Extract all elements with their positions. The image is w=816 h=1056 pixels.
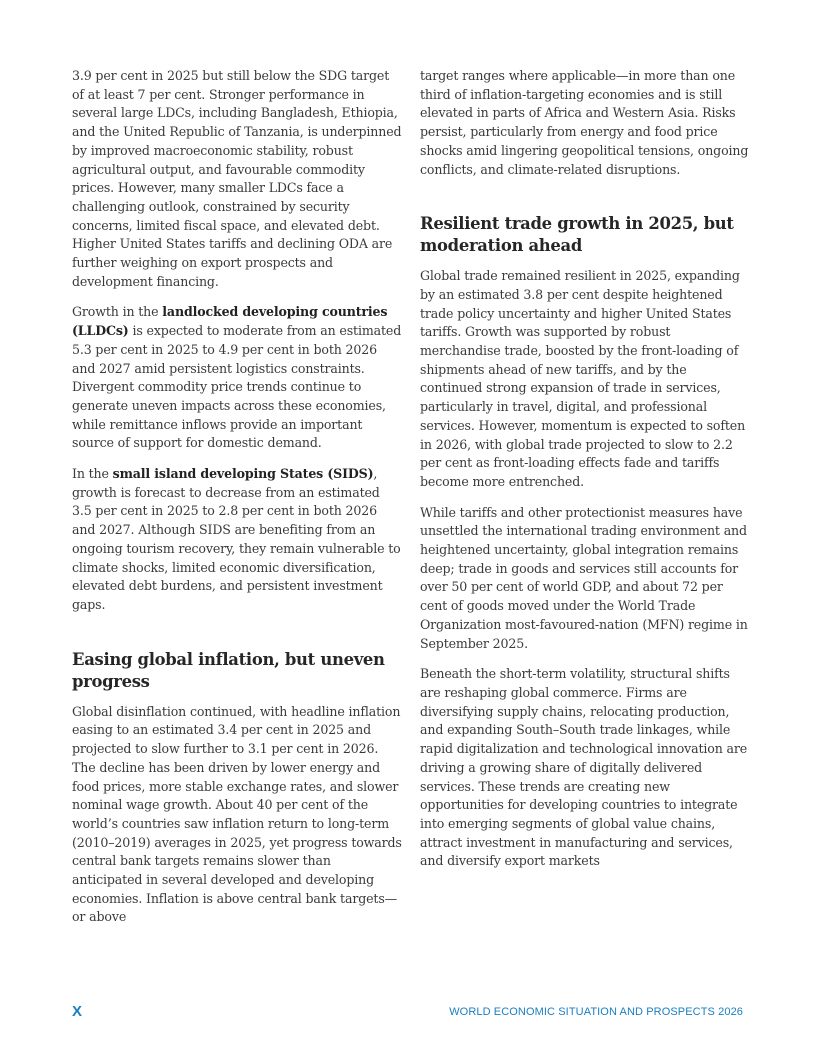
structural-shifts-paragraph: Beneath the short-term volatility, structural shifts are reshaping global commerce. Firms are diversifying supply chains, relocating production, and expanding South–South trade linkages, while rapid digitalization and technological innovation are driving a growing share of digitally delivered services. These trends are creating new opportunities for developing countries to integrate into emerging segments of global value chains, attract investment in manufacturing and services, and diversify export markets <box>420 666 748 869</box>
left-column <box>72 67 402 939</box>
lldc-suffix: is expected to moderate from an estimated 5.3 per cent in 2025 to 4.9 per cent in both 2026 and 2027 amid persistent logistics constraints. Divergent commodity price trends continue to generate uneven impacts across these economies, while remittance inflows provide an important source of support for domestic demand. <box>72 323 402 451</box>
sids-prefix: In the <box>72 466 113 482</box>
trade-integration-paragraph: While tariffs and other protectionist measures have unsettled the international trading environment and heightened uncertainty, global integration remains deep; trade in goods and services still accounts for over 50 per cent of world GDP, and about 72 per cent of goods moved under the World Trade Organization most-favoured-nation (MFN) regime in September 2025. <box>420 504 748 651</box>
inflation-continued-paragraph: target ranges where applicable—in more than one third of inflation-targeting economies and is still elevated in parts of Africa and Western Asia. Risks persist, particularly from energy and food price shocks amid lingering geopolitical tensions, ongoing conflicts, and climate-related disruptions. <box>420 68 749 177</box>
lldc-prefix: Growth in the <box>72 304 163 320</box>
lldc-bold-term: landlocked developing countries (LLDCs) <box>72 304 388 339</box>
publication-title: WORLD ECONOMIC SITUATION AND PROSPECTS 2026 <box>449 1006 743 1018</box>
ldc-paragraph: 3.9 per cent in 2025 but still below the SDG target of at least 7 per cent. Stronger performance in several large LDCs, including Bangladesh, Ethiopia, and the United Republic of Tanzania, is underpinned by improved macroeconomic stability, robust agricultural output, and favourable commodity prices. However, many smaller LDCs face a challenging outlook, constrained by security concerns, limited fiscal space, and elevated debt. Higher United States tariffs and declining ODA are further weighing on export prospects and development financing. <box>72 68 402 289</box>
sids-paragraph <box>72 465 402 615</box>
inflation-paragraph: Global disinflation continued, with headline inflation easing to an estimated 3.4 per cent in 2025 and projected to slow further to 3.1 per cent in 2026. The decline has been driven by lower energy and food prices, more stable exchange rates, and slower nominal wage growth. About 40 per cent of the world’s countries saw inflation return to long-term (2010–2019) averages in 2025, yet progress towards central bank targets remains slower than anticipated in several developed and developing economies. Inflation is above central bank targets—or above <box>72 703 402 925</box>
lldc-paragraph <box>72 303 402 453</box>
trade-section-heading: Resilient trade growth in 2025, but moderation ahead <box>420 214 734 256</box>
right-column <box>420 67 750 883</box>
trade-growth-paragraph: Global trade remained resilient in 2025, expanding by an estimated 3.8 per cent despite heightened trade policy uncertainty and higher United States tariffs. Growth was supported by robust merchandise trade, boosted by the front-loading of shipments ahead of new tariffs, and by the continued strong expansion of trade in services, particularly in travel, digital, and professional services. However, momentum is expected to soften in 2026, with global trade projected to slow to 2.2 per cent as front-loading effects fade and tariffs become more entrenched. <box>420 268 746 489</box>
sids-suffix: , growth is forecast to decrease from an estimated 3.5 per cent in 2025 to 2.8 per cent in both 2026 and 2027. Although SIDS are benefiting from an ongoing tourism recovery, they remain vulnerable to climate shocks, limited economic diversification, elevated debt burdens, and persistent investment gaps. <box>72 466 401 612</box>
inflation-section-heading: Easing global inflation, but uneven progress <box>72 649 385 691</box>
sids-bold-term: small island developing States (SIDS) <box>112 466 374 482</box>
page-number: X <box>72 1003 83 1020</box>
